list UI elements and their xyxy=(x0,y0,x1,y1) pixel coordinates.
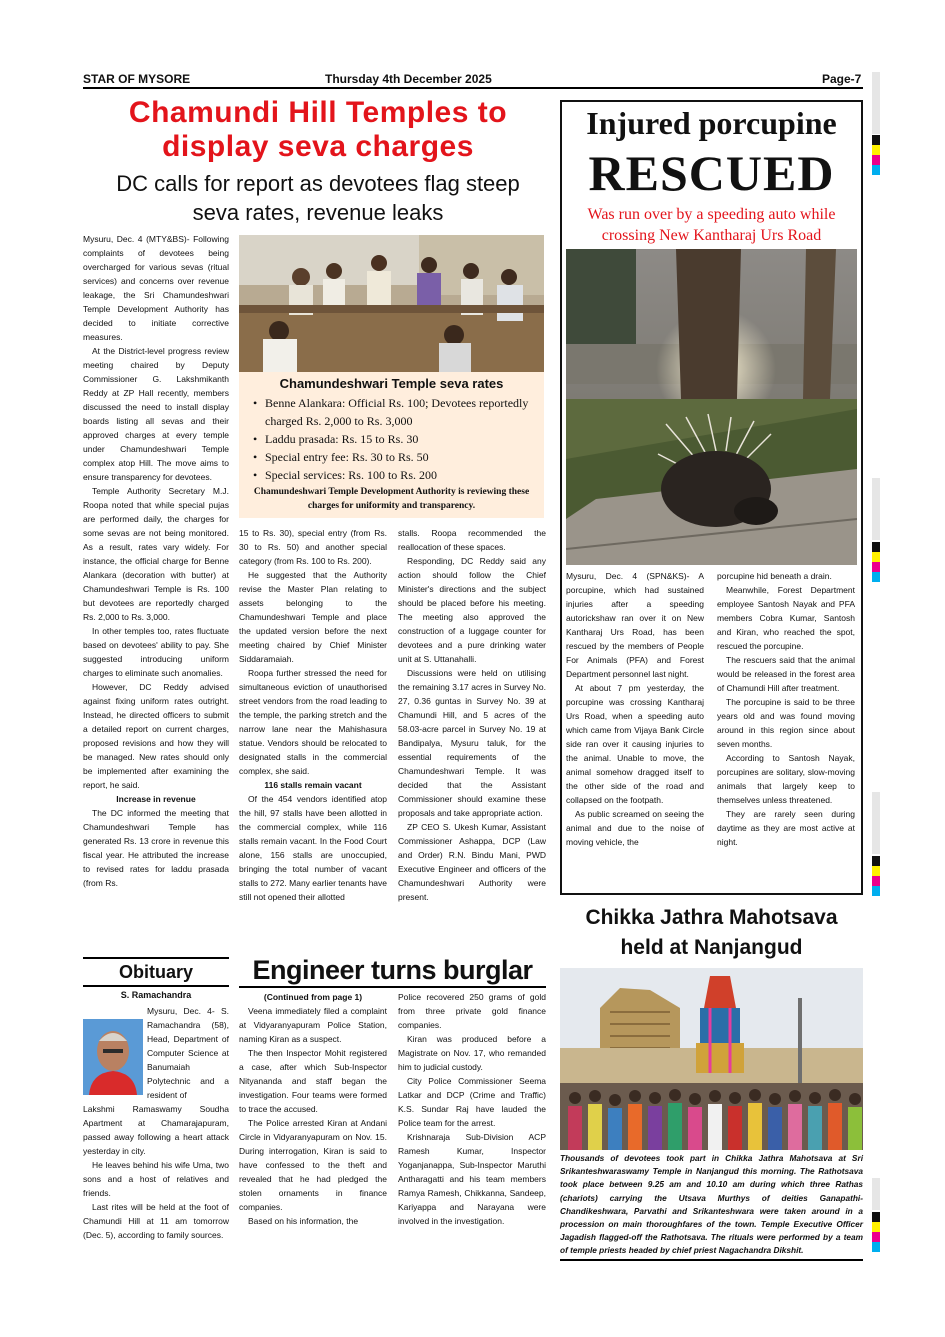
registration-magenta xyxy=(872,155,880,165)
print-margin-bar xyxy=(872,1178,880,1210)
list-item: • Special entry fee: Rs. 30 to Rs. 50 xyxy=(247,448,536,466)
porcupine-column-1: Mysuru, Dec. 4 (SPN&KS)- A porcupine, which had sustained injuries after a speeding autorickshaw ran over it on New Kantharaj Urs Road, has been rescued by the members of People For Animals (PFA) and Forest Department personnel last night. At about 7 pm yesterday, the porcupine was crossing Kantharaj Urs Road, when a speeding auto which came from Vijaya Bank Circle side ran over it causing injuries to the animal. Unable to move, the animal somehow dragged itself to the other side of the road and collapsed on the footpath. As public screamed on seeing the animal and due to the noise of moving vehicle, the xyxy=(566,571,704,847)
burglar-rule xyxy=(239,986,546,988)
porcupine-subheadline: Was run over by a speeding auto while crossing New Kantharaj Urs Road xyxy=(587,206,836,244)
jathra-photo xyxy=(560,968,863,1150)
jathra-headline: Chikka Jathra Mahotsava held at Nanjangud xyxy=(585,906,838,959)
porcupine-headline-2: RESCUED xyxy=(588,145,835,201)
obituary-bottom-rule xyxy=(83,985,229,987)
registration-black xyxy=(872,542,880,552)
registration-yellow xyxy=(872,552,880,562)
registration-cyan xyxy=(872,1242,880,1252)
obituary-name: S. Ramachandra xyxy=(120,990,192,1000)
porcupine-column-2: porcupine hid beneath a drain. Meanwhile, Forest Department employee Santosh Nayak and PFA members Cobra Kumar, Santosh and Kiran, who reached the spot, rescued the porcupine. The rescuers said that the animal would be released in the forest area of Chamundi Hill after treatment. The porcupine is said to be three years old and was found moving around in this region since about seven months. According to Santosh Nayak, porcupines are solitary, slow-moving animals that largely keep to themselves unless threatened. They are rarely seen during daytime as they are most active at night. xyxy=(717,571,855,847)
newspaper-name: STAR OF MYSORE xyxy=(83,72,191,86)
list-item: • Special services: Rs. 100 to Rs. 200 xyxy=(247,466,536,484)
registration-black xyxy=(872,135,880,145)
print-margin-bar xyxy=(872,792,880,854)
print-margin-bar xyxy=(872,478,880,540)
registration-cyan xyxy=(872,572,880,582)
lead-column-3: stalls. Roopa recommended the reallocation of these spaces. Responding, DC Reddy said any action should follow the Chief Minister's directions and the subject should be placed before his meeting. The meeting also approved the construction of a luggage counter for devotees and a pure drinking water unit at S. Uttanahalli. Discussions were held on utilising the remaining 3.17 acres in Survey No. 27, 0.36 guntas in Survey No. 39 at Chamundi Hill, and 5 acres of the 58.03-acre parcel in Survey No. 19 at Bandipalya, Mysuru taluk, for the essential requirements of the Chamundeshwari Temple. It was decided that the Assistant Commissioner should examine these proposals and take appropriate action. ZP CEO S. Ukesh Kumar, Assistant Commissioner Ashappa, DCP (Law and Order) R.N. Bindu Mani, PWD Executive Engineer and officers of the Chamundeshwari Authority were present. xyxy=(398,528,546,902)
lead-column-2: 15 to Rs. 30), special entry (from Rs. 30 to Rs. 50) and another special category (from Rs. 100 to Rs. 200). He suggested that the Authority revise the Master Plan relating to assets belonging to the Chamundeshwari Temple and place the updated version before the next meeting chaired by Chief Minister Siddaramaiah. Roopa further stressed the need for simultaneous eviction of unauthorised street vendors from the road leading to the temple, the parking stretch and the narrow lane near the Mahishasura statue. Vendors should be relocated to designated stalls in the commercial complex, she said. 116 stalls remain vacant Of the 454 vendors identified atop the hill, 97 stalls have been allotted in the commercial complex, while 116 stalls remain vacant. In the Food Court alone, 156 stalls are unoccupied, bringing the total number of vacant stalls to 272. Many earlier tenants have still not opened their allotted xyxy=(239,528,387,902)
burglar-headline: Engineer turns burglar xyxy=(252,955,533,985)
registration-magenta xyxy=(872,1232,880,1242)
jathra-caption: Thousands of devotees took part in Chikka Jathra Mahotsava at Sri Srikanteshwaraswamy Temple in Nanjangud this morning. The Rathotsava took place between 9.25 am and 10.10 am during which three Rathas (chariots) carrying the Utsava Murthys of deities Ganapathi-Chandikeshwara, Parvathi and Srikanteshwara were taken around in a procession on main thoroughfares of the town. Temple Executive Officer Jagadish flagged-off the Rathotsava. The rituals were performed by a team of temple priests headed by chief priest Nagachandra Dikshit. xyxy=(560,1152,863,1261)
registration-magenta xyxy=(872,876,880,886)
page-number: Page-7 xyxy=(822,72,862,86)
registration-black xyxy=(872,1212,880,1222)
lead-subheadline: DC calls for report as devotees flag steep seva rates, revenue leaks xyxy=(116,171,520,225)
registration-yellow xyxy=(872,145,880,155)
burglar-column-2: Police recovered 250 grams of gold from three private gold finance companies. Kiran was produced before a Magistrate on Nov. 17, who remanded him to judicial custody. City Police Commissioner Seema Latkar and DCP (Crime and Traffic) K.S. Sundar Raj have lauded the Police team for the arrest. Krishnaraja Sub-Division ACP Ramesh Kumar, Inspector Yoganjanappa, Sub-Inspector Maruthi Antharagatti and his team members Ramya Ramesh, Chikkanna, Sandeep, Kariyappa and Narayana were involved in the investigation. xyxy=(398,992,546,1226)
porcupine-photo xyxy=(566,249,857,565)
lead-headline: Chamundi Hill Temples to display seva charges xyxy=(128,96,508,163)
issue-date: Thursday 4th December 2025 xyxy=(325,72,492,86)
burglar-column-1: (Continued from page 1) Veena immediately filed a complaint at Vidyaranyapuram Police Station, naming Kiran as a suspect. The then Inspector Mohit registered a case, after which Sub-Inspector Nityananda and staff began the investigation. Four teams were formed to trace the accused. The Police arrested Kiran at Andani Circle in Vidyaranyapuram on Nov. 15. During interrogation, Kiran is said to have confessed to the theft and revealed that he had pledged the stolen ornaments in finance companies. Based on his information, the xyxy=(239,992,387,1226)
obituary-heading: Obituary xyxy=(118,962,193,982)
registration-black xyxy=(872,856,880,866)
print-margin-bar xyxy=(872,72,880,134)
seva-rates-box xyxy=(239,372,544,518)
seva-box-title: Chamundeshwari Temple seva rates xyxy=(279,376,504,391)
obituary-text: Mysuru, Dec. 4- S. Ramachandra (58), Head, Department of Computer Science at Banumaiah Polytechnic and a resident of Lakshmi Ramaswamy Soudha Apartment at Chamarajapuram, passed away following a heart attack yesterday in city. He leaves behind his wife Uma, two sons and a host of relatives and friends. Last rites will be held at the foot of Chamundi Hill at 11 am tomorrow (Dec. 5), according to family sources. xyxy=(83,1006,229,1240)
porcupine-headline-1: Injured porcupine xyxy=(586,105,837,141)
list-item: • Laddu prasada: Rs. 15 to Rs. 30 xyxy=(247,430,536,448)
lead-column-1: Mysuru, Dec. 4 (MTY&BS)- Following complaints of devotees being overcharged for various sevas (ritual services) and concerns over revenue leakage, the Sri Chamundeshwari Temple Development Authority has decided to initiate corrective measures. At the District-level progress review meeting chaired by Deputy Commissioner G. Lakshmikanth Reddy at ZP Hall recently, members discussed the need to install display boards listing all sevas and their approved charges at every temple under Chamundeshwari Temple complex atop Hill. The move aims to ensure transparency for devotees. Temple Authority Secretary M.J. Roopa noted that while special pujas are performed daily, the charges for some sevas are not being monitored. As a result, rates vary widely. For instance, the official charge for Benne Alankara (decoration with butter) at Chamundeshwari Temple is Rs. 100 but devotees are reportedly charged Rs. 2,000 to Rs. 3,000. In other temples too, rates fluctuate based on devotees' ability to pay. She suggested introducing uniform charges to eliminate such anomalies. However, DC Reddy advised against fixing uniform rates outright. Instead, he directed officers to submit a detailed report on current charges, proposed revisions and how they will be managed. New rates should only be implemented after examining the report, he said. Increase in revenue The DC informed the meeting that Chamundeshwari Temple has generated Rs. 13 crore in revenue this fiscal year. He attributed the increase to revised rates for laddu prasada (from Rs. xyxy=(83,234,229,888)
registration-cyan xyxy=(872,886,880,896)
obituary-top-rule xyxy=(83,957,229,959)
header-rule xyxy=(83,87,863,89)
seva-box-note: Chamundeshwari Temple Development Authority is reviewing these charges for uniformity and transparency. xyxy=(253,487,530,511)
registration-yellow xyxy=(872,1222,880,1232)
registration-yellow xyxy=(872,866,880,876)
registration-magenta xyxy=(872,562,880,572)
seva-rate-list xyxy=(247,394,536,484)
list-item: • Benne Alankara: Official Rs. 100; Devotees reportedly charged Rs. 2,000 to Rs. 3,000 xyxy=(247,394,536,430)
registration-cyan xyxy=(872,165,880,175)
meeting-photo xyxy=(239,235,544,372)
